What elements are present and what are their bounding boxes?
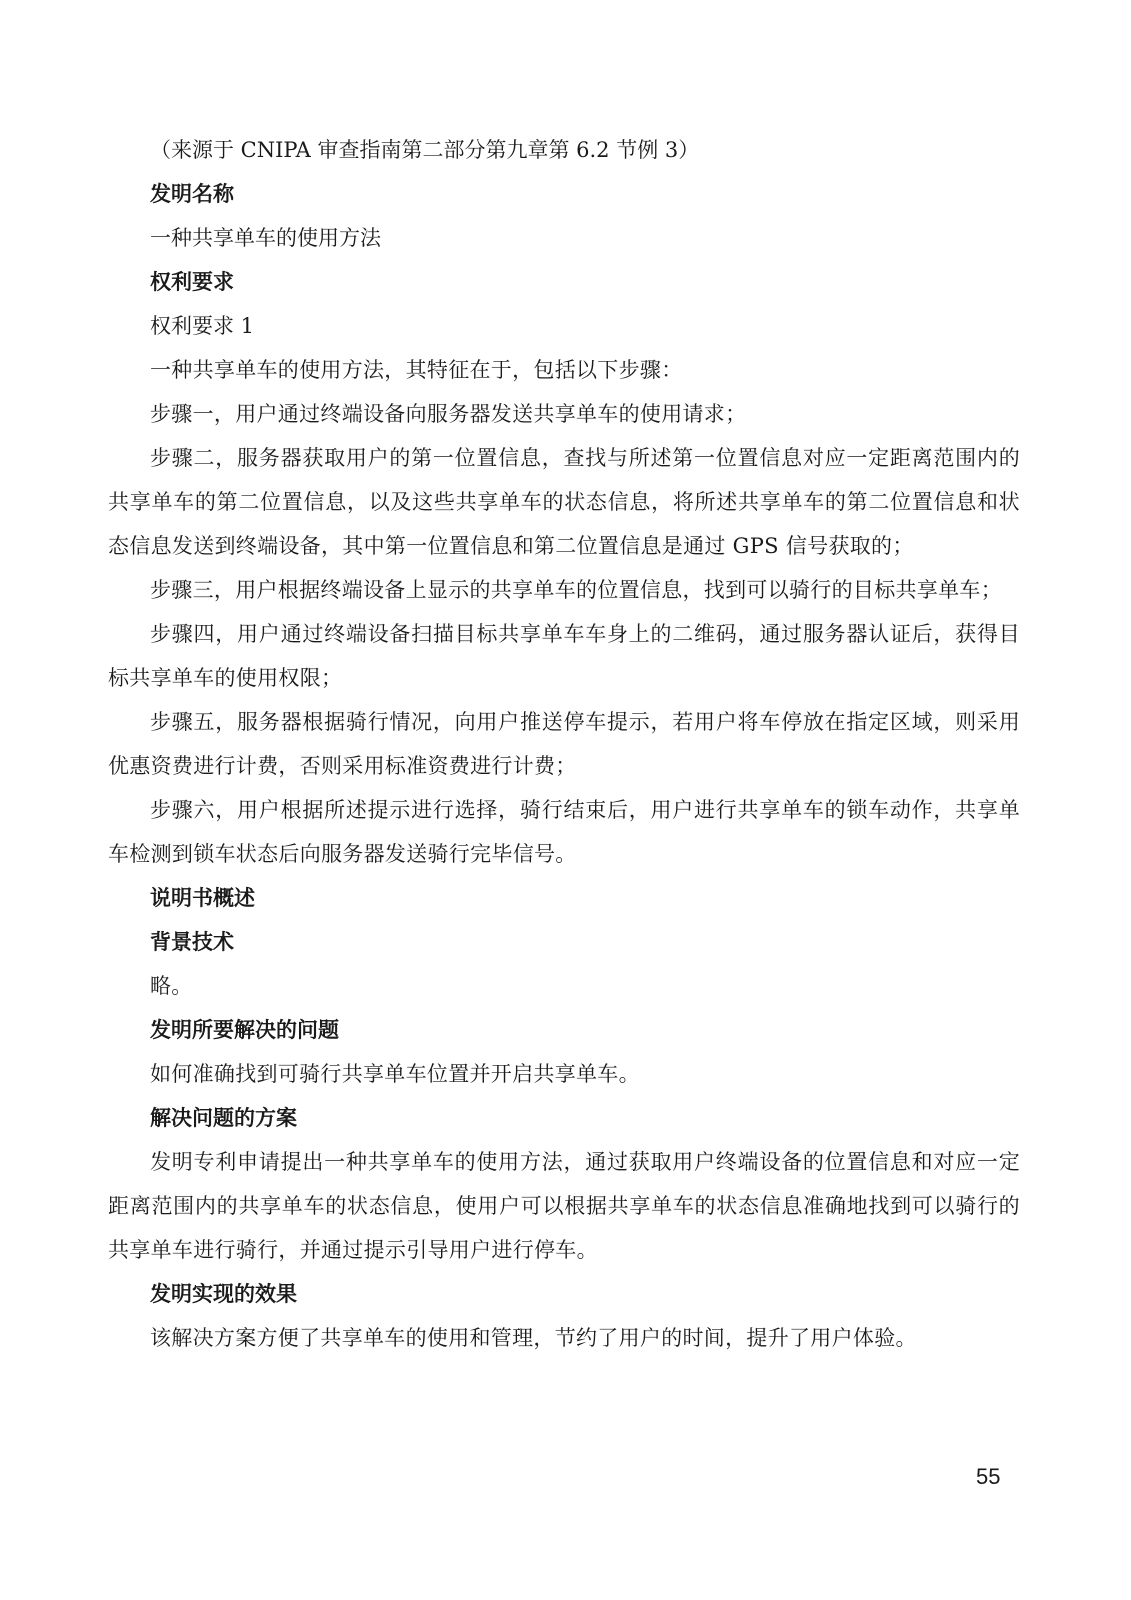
document-body (108, 128, 1020, 1360)
effect-heading: 发明实现的效果 (150, 1282, 297, 1306)
page-number: 55 (976, 1464, 1001, 1489)
claim-step-3: 步骤三，用户根据终端设备上显示的共享单车的位置信息，找到可以骑行的目标共享单车； (150, 578, 1002, 602)
claim-step-5: 步骤五，服务器根据骑行情况，向用户推送停车提示，若用户将车停放在指定区域，则采用优惠资费进行计费，否则采用标准资费进行计费； (108, 710, 1020, 778)
claim-intro: 一种共享单车的使用方法，其特征在于，包括以下步骤： (150, 358, 683, 382)
claim-step-6: 步骤六，用户根据所述提示进行选择，骑行结束后，用户进行共享单车的锁车动作，共享单车检测到锁车状态后向服务器发送骑行完毕信号。 (108, 798, 1020, 866)
solution-heading: 解决问题的方案 (150, 1106, 297, 1130)
claim-step-2: 步骤二，服务器获取用户的第一位置信息，查找与所述第一位置信息对应一定距离范围内的共享单车的第二位置信息，以及这些共享单车的状态信息，将所述共享单车的第二位置信息和状态信息发送到终端设备，其中第一位置信息和第二位置信息是通过 GPS 信号获取的； (108, 446, 1020, 558)
invention-title-heading: 发明名称 (150, 182, 234, 206)
effect-text: 该解决方案方便了共享单车的使用和管理，节约了用户的时间，提升了用户体验。 (150, 1326, 917, 1350)
claim-step-4: 步骤四，用户通过终端设备扫描目标共享单车车身上的二维码，通过服务器认证后，获得目标共享单车的使用权限； (108, 622, 1020, 690)
problem-text: 如何准确找到可骑行共享单车位置并开启共享单车。 (150, 1062, 640, 1086)
source-note: （来源于 CNIPA 审查指南第二部分第九章第 6.2 节例 3） (150, 138, 700, 162)
background-heading: 背景技术 (150, 930, 234, 954)
claims-heading: 权利要求 (150, 270, 234, 294)
invention-title: 一种共享单车的使用方法 (150, 226, 381, 250)
background-text: 略。 (150, 974, 193, 998)
problem-heading: 发明所要解决的问题 (150, 1018, 339, 1042)
claim-step-1: 步骤一，用户通过终端设备向服务器发送共享单车的使用请求； (150, 402, 747, 426)
description-heading: 说明书概述 (150, 886, 255, 910)
solution-text: 发明专利申请提出一种共享单车的使用方法，通过获取用户终端设备的位置信息和对应一定距离范围内的共享单车的状态信息，使用户可以根据共享单车的状态信息准确地找到可以骑行的共享单车进行骑行，并通过提示引导用户进行停车。 (108, 1150, 1020, 1262)
claim-label: 权利要求 1 (150, 314, 255, 338)
